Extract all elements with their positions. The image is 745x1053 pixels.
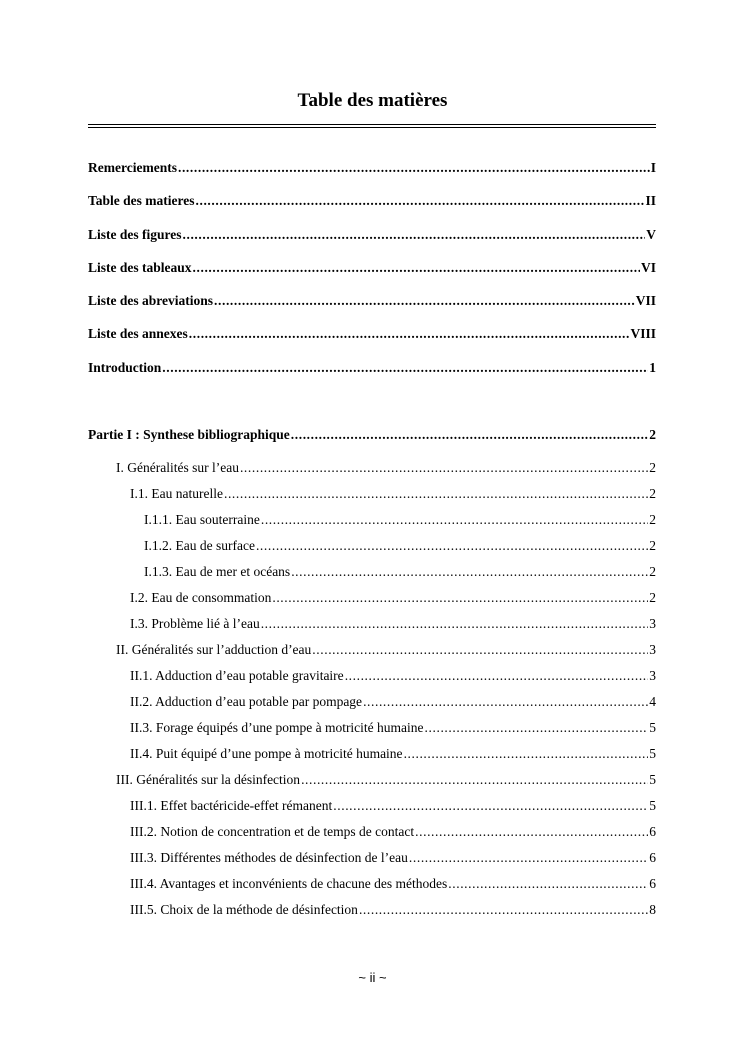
- toc-page-number: 5: [649, 772, 656, 787]
- toc-entry-label: III.2. Notion de concentration et de temps de contact: [130, 824, 415, 839]
- toc-dot-leader: [345, 667, 649, 685]
- toc-dot-leader: [409, 849, 648, 867]
- page-footer-number: ~ ii ~: [358, 970, 387, 985]
- toc-page-number: 5: [649, 798, 656, 813]
- toc-page-number: 3: [649, 642, 656, 657]
- toc-dot-leader: [261, 511, 648, 529]
- toc-entry-section-3-1[interactable]: [130, 797, 656, 815]
- toc-dot-leader: [214, 292, 635, 310]
- toc-entry-label: II.1. Adduction d’eau potable gravitaire: [130, 668, 344, 683]
- toc-dot-leader: [193, 259, 640, 277]
- toc-dot-leader: [256, 537, 648, 555]
- toc-page-number: 2: [649, 538, 656, 553]
- toc-entry-label: Table des matieres: [88, 193, 195, 208]
- toc-page-number: 2: [649, 427, 656, 442]
- toc-page-number: VIII: [630, 326, 656, 341]
- toc-entry-label: Liste des annexes: [88, 326, 188, 341]
- toc-entry-remerciements[interactable]: [88, 159, 656, 177]
- toc-dot-leader: [272, 589, 648, 607]
- toc-entry-label: II.4. Puit équipé d’une pompe à motricité humaine: [130, 746, 403, 761]
- toc-page-number: I: [650, 160, 656, 175]
- toc-entry-section-2-2[interactable]: [130, 693, 656, 711]
- toc-entry-section-3-3[interactable]: [130, 849, 656, 867]
- toc-entry-section-2-3[interactable]: [130, 719, 656, 737]
- toc-entry-label: I. Généralités sur l’eau: [116, 460, 239, 475]
- toc-entry-label: Liste des tableaux: [88, 260, 192, 275]
- toc-dot-leader: [415, 823, 648, 841]
- toc-page-number: 3: [649, 616, 656, 631]
- toc-entry-introduction[interactable]: [88, 359, 656, 377]
- toc-entry-label: II.3. Forage équipés d’une pompe à motricité humaine: [130, 720, 424, 735]
- toc-dot-leader: [291, 426, 648, 444]
- toc-page-number: 6: [649, 876, 656, 891]
- toc-entry-liste-des-tableaux[interactable]: [88, 259, 656, 277]
- toc-dot-leader: [312, 641, 648, 659]
- toc-page-number: 2: [649, 486, 656, 501]
- toc-page-number: II: [645, 193, 656, 208]
- toc-dot-leader: [359, 901, 648, 919]
- toc-page-number: V: [646, 227, 656, 242]
- page-title: Table des matières: [297, 90, 448, 111]
- toc-entry-label: Introduction: [88, 360, 162, 375]
- toc-entry-label: I.3. Problème lié à l’eau: [130, 616, 260, 631]
- toc-entry-label: I.2. Eau de consommation: [130, 590, 272, 605]
- toc-entry-partie-1[interactable]: [88, 426, 656, 444]
- toc-entry-label: II. Généralités sur l’adduction d’eau: [116, 642, 312, 657]
- toc-page-number: 2: [649, 590, 656, 605]
- toc-dot-leader: [291, 563, 648, 581]
- toc-entry-section-1-1-2[interactable]: [144, 537, 656, 555]
- toc-entry-section-3-2[interactable]: [130, 823, 656, 841]
- toc-dot-leader: [333, 797, 648, 815]
- toc-entry-liste-des-figures[interactable]: [88, 226, 656, 244]
- toc-entry-section-1-1[interactable]: [130, 485, 656, 503]
- toc-page-number: 2: [649, 564, 656, 579]
- toc-dot-leader: [224, 485, 648, 503]
- toc-entry-liste-des-annexes[interactable]: [88, 325, 656, 343]
- toc-entry-section-1-1-3[interactable]: [144, 563, 656, 581]
- toc-page-number: 1: [649, 360, 656, 375]
- toc-page-number: 8: [649, 902, 656, 917]
- toc-page-number: 6: [649, 824, 656, 839]
- toc-dot-leader: [425, 719, 649, 737]
- toc-entry-label: Partie I : Synthese bibliographique: [88, 427, 290, 442]
- toc-entry-section-3-5[interactable]: [130, 901, 656, 919]
- toc-page-number: 2: [649, 512, 656, 527]
- toc-entry-label: II.2. Adduction d’eau potable par pompage: [130, 694, 363, 709]
- toc-page-number: VI: [640, 260, 656, 275]
- toc-entry-section-1[interactable]: [116, 459, 656, 477]
- toc-entry-label: I.1.1. Eau souterraine: [144, 512, 260, 527]
- toc-entry-label: III.3. Différentes méthodes de désinfection de l’eau: [130, 850, 408, 865]
- toc-page-number: 5: [649, 720, 656, 735]
- title-rule-bottom: [88, 127, 656, 128]
- toc-entry-section-2[interactable]: [116, 641, 656, 659]
- toc-dot-leader: [183, 226, 646, 244]
- toc-dot-leader: [189, 325, 630, 343]
- toc-dot-leader: [448, 875, 648, 893]
- toc-entry-label: III.5. Choix de la méthode de désinfection: [130, 902, 358, 917]
- toc-entry-label: Remerciements: [88, 160, 177, 175]
- toc-dot-leader: [363, 693, 648, 711]
- toc-page-number: 5: [649, 746, 656, 761]
- toc-page-number: VII: [635, 293, 656, 308]
- toc-entry-section-2-1[interactable]: [130, 667, 656, 685]
- toc-entry-label: Liste des abreviations: [88, 293, 214, 308]
- toc-dot-leader: [240, 459, 648, 477]
- toc-entry-section-2-4[interactable]: [130, 745, 656, 763]
- toc-entry-label: III.1. Effet bactéricide-effet rémanent: [130, 798, 333, 813]
- toc-page-number: 3: [649, 668, 656, 683]
- toc-dot-leader: [404, 745, 649, 763]
- toc-entry-label: I.1.2. Eau de surface: [144, 538, 255, 553]
- toc-entry-label: Liste des figures: [88, 227, 182, 242]
- toc-entry-liste-des-abreviations[interactable]: [88, 292, 656, 310]
- toc-entry-section-3-4[interactable]: [130, 875, 656, 893]
- toc-dot-leader: [261, 615, 649, 633]
- toc-entry-label: III.4. Avantages et inconvénients de chacune des méthodes: [130, 876, 448, 891]
- toc-page-number: 2: [649, 460, 656, 475]
- toc-dot-leader: [178, 159, 650, 177]
- toc-page-number: 6: [649, 850, 656, 865]
- toc-entry-section-3[interactable]: [116, 771, 656, 789]
- toc-entry-label: I.1. Eau naturelle: [130, 486, 223, 501]
- toc-entry-section-1-3[interactable]: [130, 615, 656, 633]
- toc-page-number: 4: [649, 694, 656, 709]
- toc-dot-leader: [162, 359, 648, 377]
- toc-entry-label: I.1.3. Eau de mer et océans: [144, 564, 291, 579]
- toc-entry-label: III. Généralités sur la désinfection: [116, 772, 301, 787]
- toc-entry-section-1-1-1[interactable]: [144, 511, 656, 529]
- toc-entry-table-des-matieres[interactable]: [88, 192, 656, 210]
- title-rule-top: [88, 124, 656, 125]
- toc-entry-section-1-2[interactable]: [130, 589, 656, 607]
- toc-dot-leader: [301, 771, 648, 789]
- toc-dot-leader: [196, 192, 645, 210]
